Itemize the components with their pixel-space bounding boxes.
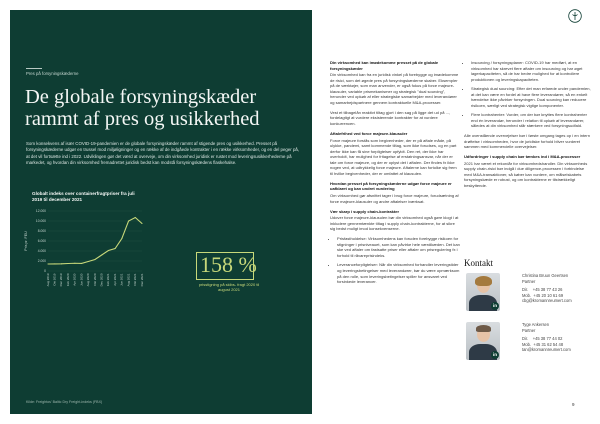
- y-tick-label: 2.000: [37, 259, 46, 264]
- linkedin-icon[interactable]: in: [492, 352, 498, 357]
- x-tick-label: Dec 2021: [139, 273, 144, 287]
- subheading: Hvordan presset på forsyningskæderne udgør force majeure er uafklaret og kan undret vurdering: [330, 180, 452, 192]
- x-tick-label: Jun 2020: [79, 273, 84, 286]
- x-tick-label: Aug 2019: [45, 273, 50, 287]
- data-point: [81, 263, 82, 264]
- y-tick-label: 4.000: [37, 249, 46, 254]
- subheading: Din virksomhed kan imødekomme presset på de globale forsyningskæder: [330, 60, 439, 71]
- data-point: [141, 223, 142, 224]
- data-point: [128, 220, 129, 221]
- paragraph: Udover force majeure-klausulen bør din virksomhed også gøre klogt i at inkludere gennemtænkte tiltag i supply chain-kontrakterne, for at sikre sig bedst muligt imod konsekvenserne.: [330, 215, 459, 232]
- page-number: 9: [572, 402, 575, 407]
- y-tick-label: 0: [44, 269, 46, 274]
- chart-source: Kilde: Freightos' Baltic Dry Freight-indeks (FBX): [26, 400, 103, 404]
- subheading: Vær skarp i supply chain-kontrakter: [330, 208, 400, 214]
- firm-logo-icon: [568, 9, 582, 23]
- contact-role: Partner: [522, 278, 536, 284]
- chart-title: Globalt indeks over containerfragtpriser fra juli 2019 til december 2021: [32, 191, 135, 202]
- article-lead: Som konsekvens af især COVID-19-pandemien er de globale forsyningskæder rammt af stigende pres og usikkerhed. Presset på forsyningskæderne udgør en trussel mod miljøligninger og en række af de indgåede kontrakter i en række virksomheder, og en del peger på, at det vil fortsætte ind i 2022. Udviklingen gør det værd at overveje, om din virksomhed juridisk er rustet mod leveringsusikkerhederne på markedet, og hvordan din virksomhed fremadrettet juridisk bedst kan modstå forsyningskædens flaskehalse.: [26, 141, 300, 166]
- contact-email[interactable]: tan@kromannreumert.com: [522, 347, 571, 352]
- subheading: Aftalefrihed ved force majeure-klausuler: [330, 131, 408, 137]
- body-column-2: [464, 60, 592, 193]
- linkedin-icon[interactable]: in: [492, 303, 498, 308]
- contact-details: [522, 273, 592, 304]
- y-tick-label: 10.000: [35, 219, 46, 224]
- x-tick-label: Apr 2021: [112, 273, 117, 286]
- x-tick-label: Apr 2020: [72, 273, 77, 286]
- y-tick-label: 8.000: [37, 229, 46, 234]
- contact-mobile: Mob. +45 31 62 54 48: [522, 341, 564, 347]
- price-increase-caption: prisstigning på skibs- fragt 2020 til august 2021: [198, 282, 260, 293]
- data-point: [94, 259, 95, 260]
- contact-name: Tyge Ankersen: [522, 322, 550, 327]
- x-tick-label: Feb 2021: [106, 273, 111, 287]
- x-tick-label: Okt 2020: [92, 273, 97, 286]
- bullet-list: [330, 236, 460, 284]
- series-line: [48, 218, 142, 265]
- x-tick-label: Jun 2021: [119, 273, 124, 286]
- data-point: [121, 238, 122, 239]
- data-point: [135, 217, 136, 218]
- price-increase-stat: 158 %: [200, 252, 257, 277]
- article-hero-panel: [10, 10, 312, 414]
- contact-phone: Dir. +45 38 77 44 02: [522, 336, 563, 341]
- x-tick-label: Dec 2019: [59, 273, 64, 287]
- x-tick-label: Okt 2019: [52, 273, 57, 286]
- bullet-list: [464, 60, 592, 129]
- contact-details: [522, 322, 592, 353]
- data-point: [115, 248, 116, 249]
- data-point: [108, 250, 109, 251]
- freight-price-line-chart: [24, 205, 150, 303]
- subheading: Udfordringer i supply chain bør tænkes ind i M&A-processer: [464, 154, 581, 160]
- x-tick-label: Feb 2020: [65, 273, 70, 287]
- data-point: [101, 254, 102, 255]
- section-kicker: Pres på forsyningskæderne: [26, 71, 79, 76]
- x-tick-label: Aug 2020: [86, 273, 91, 287]
- data-point: [68, 263, 69, 264]
- data-point: [47, 263, 48, 264]
- data-point: [74, 263, 75, 264]
- kicker-rule: [26, 68, 42, 69]
- list-item: • Strategisk dual sourcing: Efter det man erfarede under pandemien, at det kan være en fordel at have flere leverandører, så en enkelt hændelse ikke påvirker forsyningen. Dual sourcing kan reducere risikoen, særligt ved strategisk vigtige komponenter.: [471, 86, 592, 108]
- paragraph: Force majeure forstås som begivenheder, der er på aftale måde, på ulykke, pandemi, samt kommende tiltag, som ikke forudses, og en part derfor ikke kan få sine forpligtelser opfyldt. Den ret, der ikke har overholdt, har mulighed for fritagelse af erstatningsansvar, når der er tale om force majeure, og der er oplyst det i aftalen. Der findes fx ikke nogen ved, at udtrykkelig force majeure. Aftalerne kan fortolke sig frem til hvilke begivenheder, der er omfattet af klausulen.: [330, 137, 457, 176]
- contact-role: Partner: [522, 327, 536, 333]
- list-item: • Leveranceforpligtelser: Når din virksomhed forhandler leveringstider og leveringsbetingelser med leverandører, bør du være opmærksom på den rolle, som leveringsbetingelser spiller for ansvaret ved forsinkede leverancer.: [337, 262, 460, 284]
- paragraph: Vest et tilbagelån reaktivt tiltag gjort i den sag på ligge det ud på ..., fordelagtigt at vurdere eksisterende kontrakter for at vurdere konkurrencen.: [330, 109, 451, 126]
- list-item: • Prisfastholdelse: Virksomhedens kan foruden forebygge risikoen for stigninger i prisniveauet, som kan påvirke hele værdikæden. Det kan ske ved aftaler om fastsatte priser eller aftaler om prisregulering fx i forhold til råvareprisindeks.: [337, 236, 460, 258]
- x-tick-label: Dec 2020: [99, 273, 104, 287]
- y-tick-label: 12.000: [35, 209, 46, 214]
- contact-card: [464, 271, 592, 319]
- x-tick-label: Okt 2021: [133, 273, 138, 286]
- body-column-1: [330, 60, 460, 289]
- contact-email[interactable]: cbg@kromannreumert.com: [522, 298, 572, 303]
- data-point: [88, 261, 89, 262]
- data-point: [61, 263, 62, 264]
- article-title: De globale forsyningskæder rammt af pres og usikkerhed: [25, 86, 260, 130]
- y-tick-label: 6.000: [37, 239, 46, 244]
- paragraph: Alle ovenstående overvejelser bør i første omgang tages op i en intern drøftelse i virksomheden, hvor de juridiske forhold bliver vurderet sammen med kommercielle overvejelser.: [464, 133, 590, 150]
- y-axis-label: Pris pr. FEU: [24, 231, 28, 251]
- paragraph: Om virksomhed gør afsnittet tager i brug force majeure, forudsætning af force majeure-klausuler og andre aftalelser iværksat.: [330, 192, 459, 204]
- paragraph: Din virksomhed kan fra en juridisk vinkel på forebygge og imødekomme de risici, som det øgede pres på forsyningskæderne skaber. Eksempler på de værktøjer, som man anvender, er også fokus på force majeure-klausuler, variable prismekanismer og strategisk "dual sourcing", herunder ved opkøb af eller strategiske samarbejder med leverandører og samarbejdspartnere gennem kontraktuelle M&A-processer.: [330, 72, 459, 105]
- x-tick-label: Aug 2021: [126, 273, 131, 287]
- contact-card: [464, 320, 592, 368]
- contact-name: Christina Bruun Geertsen: [522, 273, 569, 278]
- list-item: • Insourcing / forsyningsplaner: COVID-19 har medført, at en virksomhed har skrevet flere aftaler om insourcing og har øget lagerkapaciteten, så de har bedre mulighed for at kontrollere produktionen og leveringskapaciteten.: [471, 60, 592, 82]
- contact-mobile: Mob. +45 20 10 61 69: [522, 292, 564, 298]
- contact-heading: Kontakt: [464, 258, 493, 268]
- paragraph: 2021 har været et rekordår for virksomhedshandler. Din virksomheds supply chain-risici bør indgå i due diligence-processen i forbindelse med M&A-transaktioner, så køber kan vurdere, om målselskabets forsyningskæde er robust, og om kontrakterne er tilstrækkeligt beskyttende.: [464, 160, 588, 188]
- contact-phone: Dir. +45 38 77 43 26: [522, 287, 563, 292]
- list-item: • Flere kontrahenter: Vurder, om der bør knyttes flere kontrahenter end én leverandør, herunder i relation til opkøb af leverandører, således at din virksomhed står stærkere ved forsyningsudfald.: [471, 112, 592, 129]
- data-point: [54, 263, 55, 264]
